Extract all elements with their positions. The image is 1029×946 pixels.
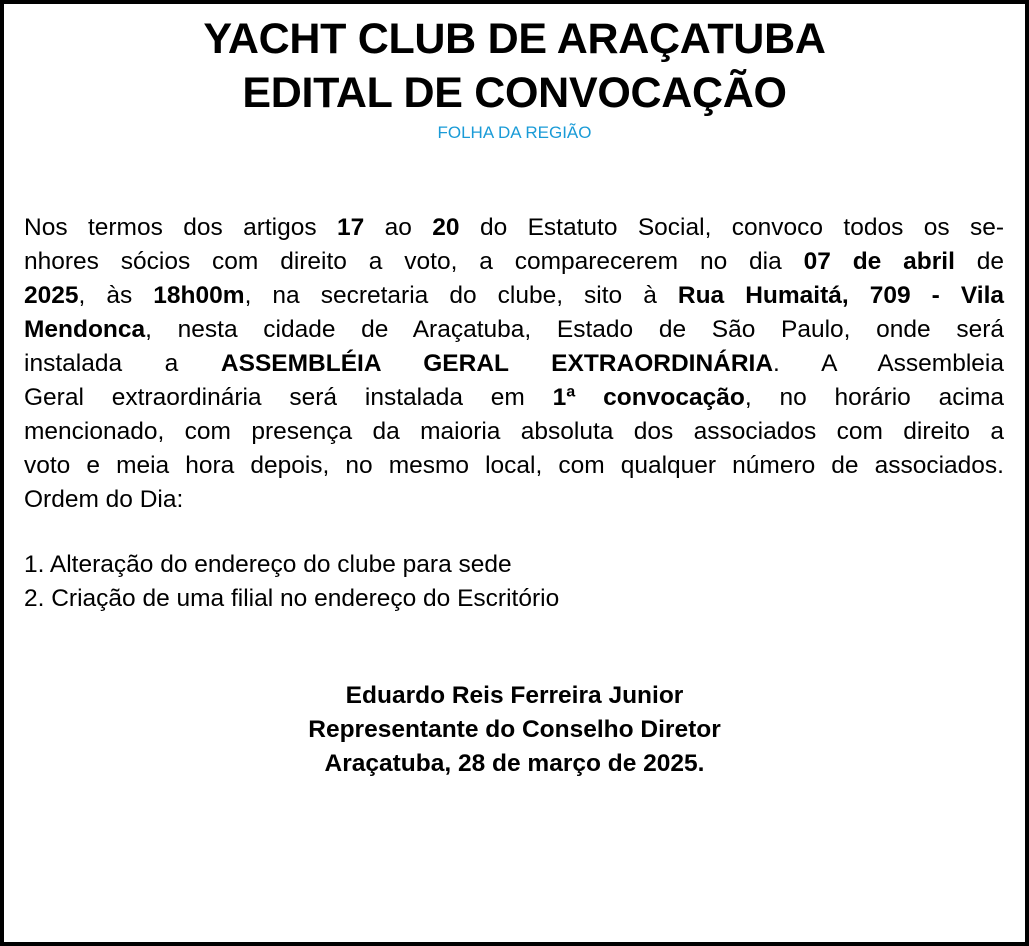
signature-block — [0, 679, 1029, 781]
body-line: 2025, às 18h00m, na secretaria do clube, sito à Rua Humaitá, 709 - Vila — [24, 282, 1004, 309]
notice-title: EDITAL DE CONVOCAÇÃO — [242, 69, 787, 117]
notice-body — [24, 211, 1004, 517]
signatory-role: Representante do Conselho Diretor — [308, 716, 721, 743]
agenda-list — [24, 548, 559, 616]
agenda-item: 1. Alteração do endereço do clube para sede — [24, 551, 512, 578]
agenda-item: 2. Criação de uma filial no endereço do Escritório — [24, 585, 560, 612]
agenda-heading: Ordem do Dia: — [24, 486, 184, 513]
body-line: Nos termos dos artigos 17 ao 20 do Estatuto Social, convoco todos os se- — [24, 214, 1004, 241]
club-title: YACHT CLUB DE ARAÇATUBA — [203, 15, 826, 63]
publication-source: FOLHA DA REGIÃO — [437, 123, 592, 142]
signatory-name: Eduardo Reis Ferreira Junior — [345, 682, 684, 709]
body-line: mencionado, com presença da maioria absoluta dos associados com direito a — [24, 418, 1004, 445]
body-line: voto e meia hora depois, no mesmo local, com qualquer número de associados. — [24, 452, 1004, 479]
place-date: Araçatuba, 28 de março de 2025. — [324, 750, 705, 777]
body-line: Geral extraordinária será instalada em 1ª convocação, no horário acima — [24, 384, 1004, 411]
body-line: nhores sócios com direito a voto, a comparecerem no dia 07 de abril de — [24, 248, 1005, 275]
body-line: instalada a ASSEMBLÉIA GERAL EXTRAORDINÁRIA. A Assembleia — [24, 350, 1004, 377]
body-line: Mendonca, nesta cidade de Araçatuba, Estado de São Paulo, onde será — [24, 316, 1004, 343]
